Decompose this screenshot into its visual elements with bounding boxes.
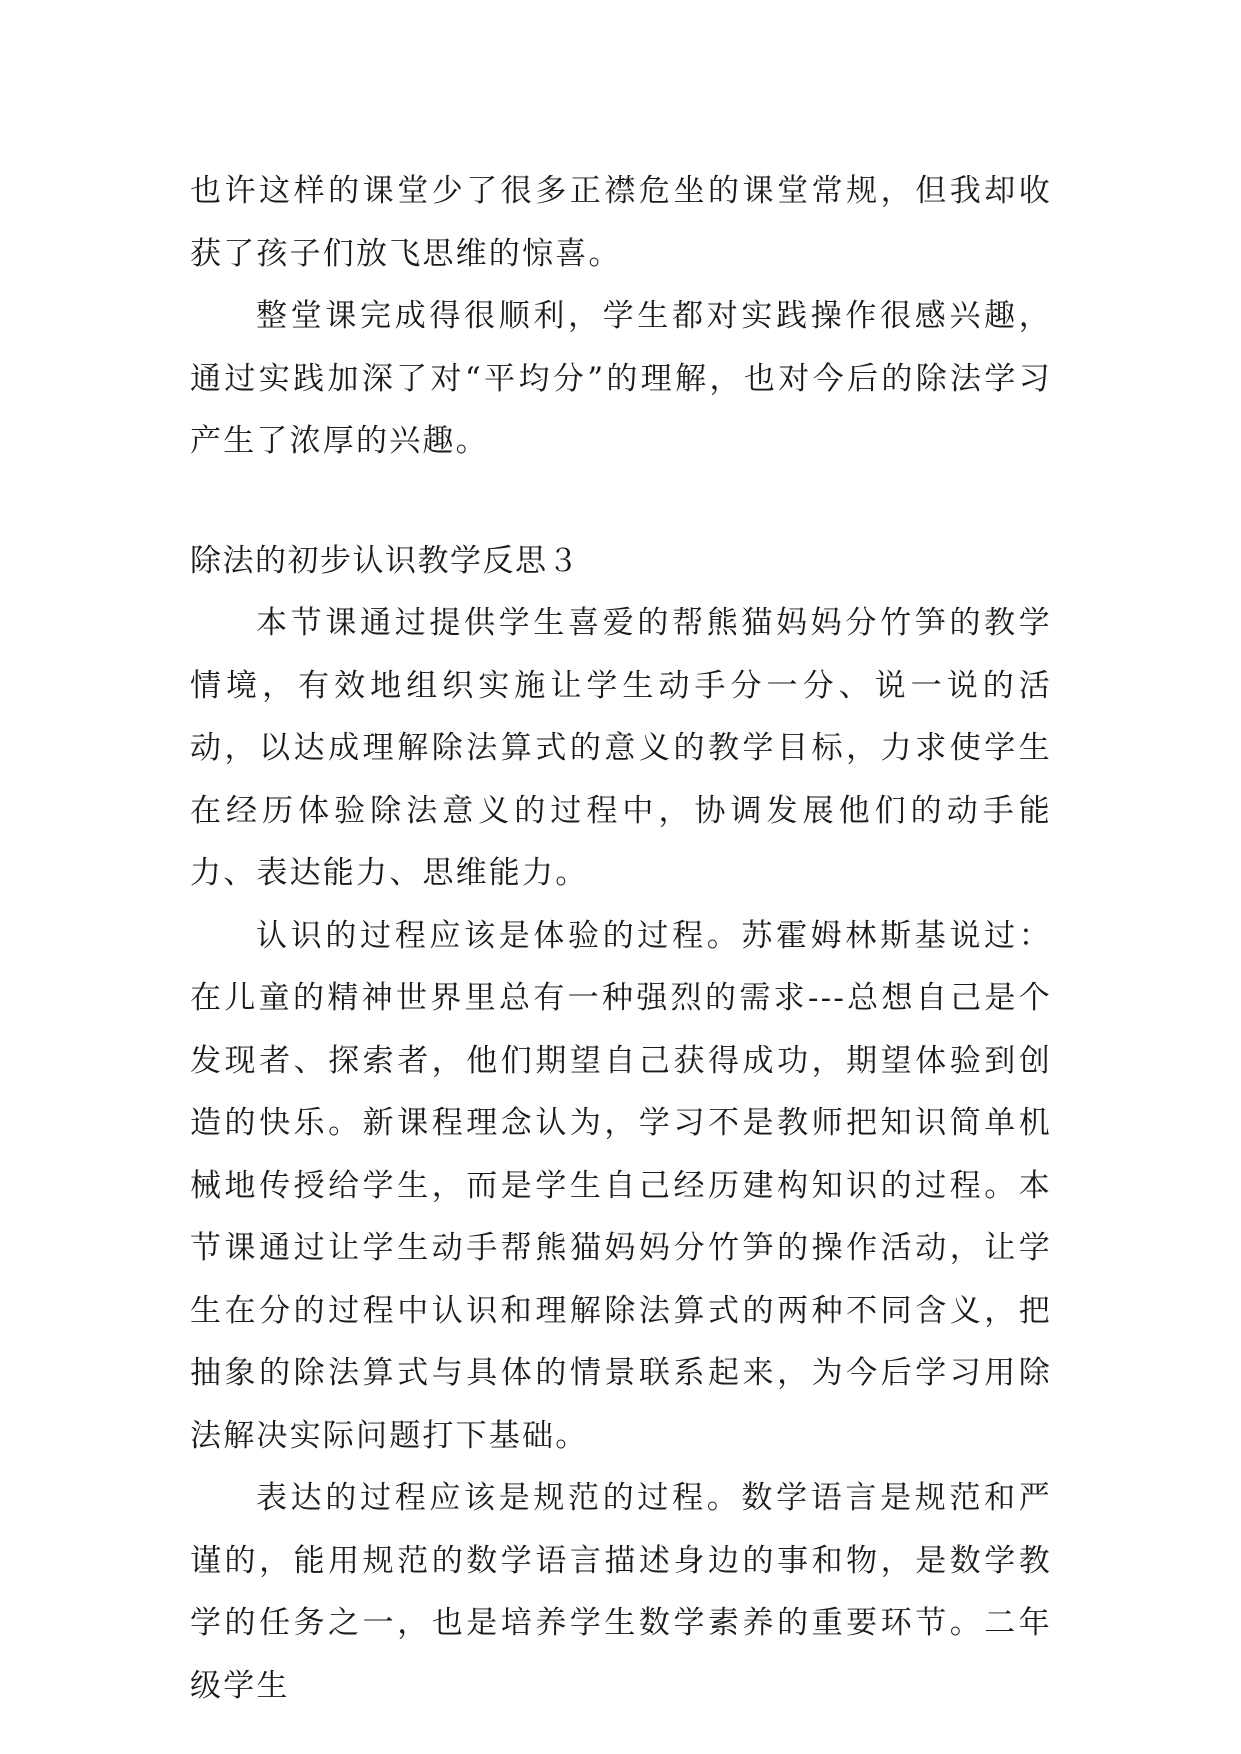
paragraph-summary: 整堂课完成得很顺利，学生都对实践操作很感兴趣，通过实践加深了对“平均分”的理解，也对今后的除法学习产生了浓厚的兴趣。 (190, 298, 1052, 459)
document-body (190, 160, 1052, 1717)
paragraph-continuation: 也许这样的课堂少了很多正襟危坐的课堂常规，但我却收获了孩子们放飞思维的惊喜。 (190, 173, 1052, 272)
section-title: 除法的初步认识教学反思３ (190, 542, 580, 579)
paragraph-expression: 表达的过程应该是规范的过程。数学语言是规范和严谨的，能用规范的数学语言描述身边的事和物，是数学教学的任务之一，也是培养学生数学素养的重要环节。二年级学生 (190, 1480, 1052, 1704)
paragraph-cognition: 认识的过程应该是体验的过程。苏霍姆林斯基说过：在儿童的精神世界里总有一种强烈的需求---总想自己是个发现者、探索者，他们期望自己获得成功，期望体验到创造的快乐。新课程理念认为，学习不是教师把知识简单机械地传授给学生，而是学生自己经历建构知识的过程。本节课通过让学生动手帮熊猫妈妈分竹笋的操作活动，让学生在分的过程中认识和理解除法算式的两种不同含义，把抽象的除法算式与具体的情景联系起来，为今后学习用除法解决实际问题打下基础。 (190, 917, 1052, 1454)
paragraph-intro: 本节课通过提供学生喜爱的帮熊猫妈妈分竹笋的教学情境，有效地组织实施让学生动手分一分、说一说的活动，以达成理解除法算式的意义的教学目标，力求使学生在经历体验除法意义的过程中，协调发展他们的动手能力、表达能力、思维能力。 (190, 605, 1052, 891)
